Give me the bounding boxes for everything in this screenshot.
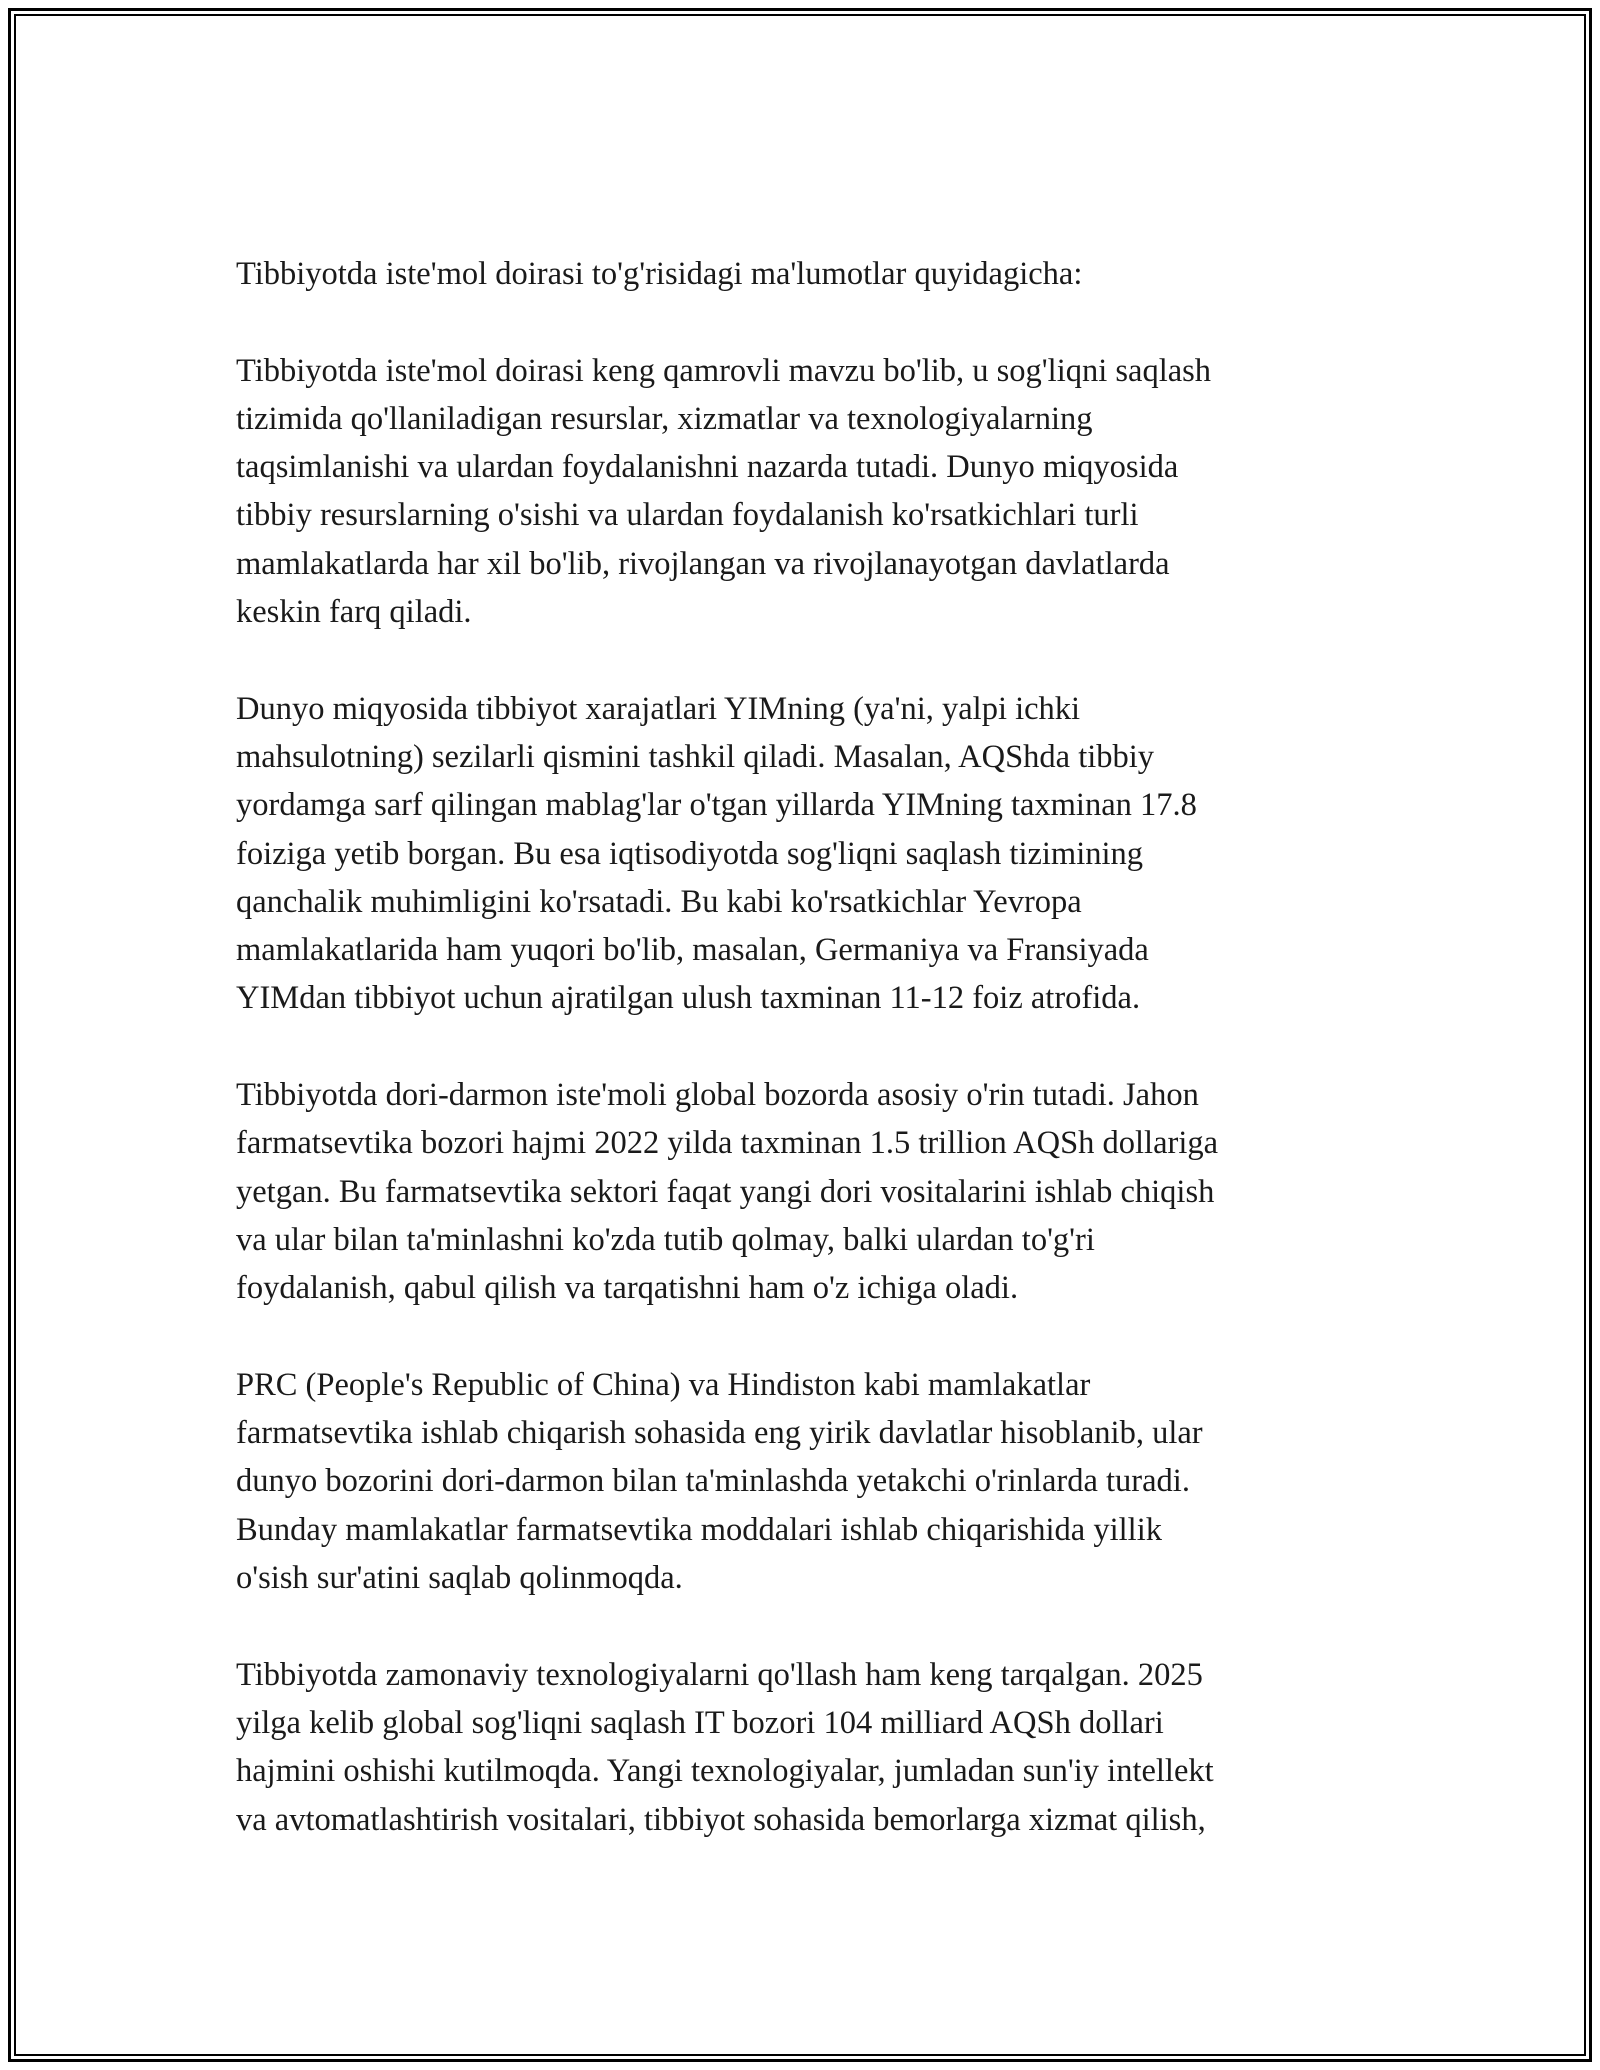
paragraph-pharma-market: Tibbiyotda dori-darmon iste'moli global bozorda asosiy o'rin tutadi. Jahon farmatsevtika bozori hajmi 2022 yilda taxminan 1.5 trillion AQSh dollariga yetgan. Bu farmatsevtika sektori faqat yangi dori vositalarini ishlab chiqish va ular bilan ta'minlashni ko'zda tutib qolmay, balki ulardan to'g'ri foydalanish, qabul qilish va tarqatishni ham o'z ichiga oladi. [236, 1077, 1219, 1307]
paragraph-health-expenditure: Dunyo miqyosida tibbiyot xarajatlari YIMning (ya'ni, yalpi ichki mahsulotning) sezilarli qismini tashkil qiladi. Masalan, AQShda tibbiy yordamga sarf qilingan mablag'lar o'tgan yillarda YIMning taxminan 17.8 foiziga yetib borgan. Bu esa iqtisodiyotda sog'liqni saqlash tizimining qanchalik muhimligini ko'rsatadi. Bu kabi ko'rsatkichlar Yevropa mamlakatlarida ham yuqori bo'lib, masalan, Germaniya va Fransiyada YIMdan tibbiyot uchun ajratilgan ulush taxminan 11-12 foiz atrofida. [236, 690, 1197, 1017]
paragraph-consumption-scope: Tibbiyotda iste'mol doirasi keng qamrovli mavzu bo'lib, u sog'liqni saqlash tizimida qo'llaniladigan resurslar, xizmatlar va texnologiyalarning taqsimlanishi va ulardan foydalanishni nazarda tutadi. Dunyo miqyosida tibbiy resurslarning o'sishi va ulardan foydalanish ko'rsatkichlari turli mamlakatlarda har xil bo'lib, rivojlangan va rivojlanayotgan davlatlarda keskin farq qiladi. [236, 352, 1212, 631]
document-body [236, 250, 1376, 1892]
intro-paragraph: Tibbiyotda iste'mol doirasi to'g'risidagi ma'lumotlar quyidagicha: [236, 256, 1083, 292]
paragraph-technologies: Tibbiyotda zamonaviy texnologiyalarni qo'llash ham keng tarqalgan. 2025 yilga kelib global sog'liqni saqlash IT bozori 104 milliard AQSh dollari hajmini oshishi kutilmoqda. Yangi texnologiyalar, jumladan sun'iy intellekt va avtomatlashtirish vositalari, tibbiyot sohasida bemorlarga xizmat qilish, [236, 1656, 1214, 1838]
paragraph-china-india: PRC (People's Republic of China) va Hindiston kabi mamlakatlar farmatsevtika ishlab chiqarish sohasida eng yirik davlatlar hisoblanib, ular dunyo bozorini dori-darmon bilan ta'minlashda yetakchi o'rinlarda turadi. Bunday mamlakatlar farmatsevtika moddalari ishlab chiqarishida yillik o'sish sur'atini saqlab qolinmoqda. [236, 1366, 1203, 1597]
